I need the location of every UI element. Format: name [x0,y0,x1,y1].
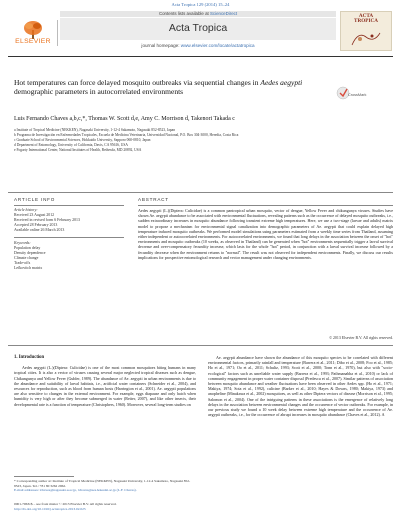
keyword-item: Population delay [14,246,41,250]
article-info-divider [14,205,124,206]
affiliation-item: b Programa de Investigación en Enfermedades Tropicales, Escuela de Medicina Veterinaria, Universidad Nacional, P.O. Box 304-3000, Heredia, Costa Rica [14,132,239,137]
abstract-heading: ABSTRACT [138,197,169,202]
corresponding-author-note: * Corresponding author at: Institute of Tropical Medicine (NEKKEN), Nagasaki University, 1-12-4 Sakamoto, Nagasaki 852-8523, Japan. Tel.: +81 80 3262 2962. [14,479,191,488]
affiliations [14,128,384,153]
keyword-item: Lefkovitch matrix [14,266,43,270]
journal-title: Acta Tropica [168,22,228,34]
cover-title-line2: TROPICA [354,18,378,25]
history-item: Received in revised form 6 February 2013 [14,218,80,222]
keyword-item: Trade-offs [14,261,31,265]
introduction-paragraph-cont: Ae. aegypti abundance have shown the abundance of this mosquito species to be correlated with different environmental factors, primarily rainfall and temperature (Barrera et al., 2011; Dibo et al., 2008; Foo et al., 1985; Ho et al., 1971; Oo et al., 2011; Schultz, 1993; Scott et al., 2000; Tonn et al., 1970), but also with "socio-ecological" factors such as unreliable water supply (Barrera et al., 1993; Pathmanabha et al., 2010) or lack of community engagement in proper water container disposal (Predescu et al., 2007). Similar patterns of association between mosquito abundance and weather fluctuations have been observed in other Aedes spp. (Ho et al., 1971; Makiya, 1974; Sota et al., 1992), culicine (Barker et al., 2010; Hayes & Downs, 1980; Makiya, 1973) and anopheline (Minakawa et al., 2002) mosquitoes, as well as other Diptera vectors of disease (Morrison et al., 1995; Salomon et al., 2004). One of the intriguing patterns in these associations is the emergence of relatively long delays in the association between environmental changes and the occurrence of vector outbreaks. For example, in our previous study we found a 10 week delay between extreme high temperature and the occurrence of Ae. aegypti outbreaks, i.e., for the occurrence of abrupt increases in mosquito abundance (Chaves et al., 2012). A [208,355,393,418]
email-addresses[interactable]: E-mail addresses: lchaves@nagasaki-u.ac.jp, lchaves@ees.hokudai.ac.jp (L.F. Chaves). [14,488,137,492]
keywords-label: Keywords: [14,241,31,245]
cover-title-line1: ACTA [358,13,374,19]
history-item: Available online 26 March 2013 [14,228,65,232]
footnote-rule [14,476,74,477]
article-title [14,78,314,96]
journal-home-prefix: journal homepage: [141,43,180,48]
section-divider [8,192,393,193]
contents-bar [60,11,336,17]
keywords [14,241,124,271]
history-label: Article history: [14,208,38,212]
abstract-divider [138,205,393,206]
header-rule [8,56,393,57]
body-column-right [208,355,393,417]
keyword-item: Climate change [14,256,39,260]
elsevier-wordmark: ELSEVIER [15,38,51,45]
keyword-item: Density dependence [14,251,46,255]
contents-prefix: Contents lists available at [158,11,209,16]
title-part1: Hot temperatures can force delayed mosquito outbreaks via sequential changes in [14,78,261,87]
affiliation-item: d Department of Entomology, University of California, Davis, CA 95616, USA [14,142,128,147]
abstract-text: Aedes aegypti (L.)(Diptera: Culicidae) is a common pantropical urban mosquito, vector of dengue, Yellow Fever and chikungunya viruses. Studies have shown Ae. aegypti abundance to be associated with environmental fluctuations, revealing patterns such as the occurrence of delayed mosquito outbreaks, i.e., sudden extraordinary increases in mosquito abundance following transient extreme high temperatures. Here, we use a two-stage (larvae and adults) matrix model to propose a mechanism for environmental signal canalization into demographic parameters of Ae. aegypti that could explain delayed high temperature induced mosquito outbreaks. We performed model simulations using parameters estimated from a weekly time series from Thailand, assuming either independent or autocorrelated environments. For autocorrelated environments, we found that long delays in the association between the onset of "hot" environments and mosquito outbreaks (10 weeks, as observed in Thailand) can be generated when "hot" environments sequentially trigger a larval survival decrease and over-compensatory fecundity increase, which lasts for the whole "hot" period, in conjunction with a larval survival increase followed by a fecundity decrease when the environment returns to "normal". The result was not observed for independent environments. Finally, we discuss our results implications for prospective entomological research and vector management under changing environments. [138,208,393,260]
history-item: Accepted 28 February 2013 [14,223,58,227]
affiliation-item: a Institute of Tropical Medicine (NEKKEN), Nagasaki University, 1-12-4 Sakamoto, Nagasaki 852-8523, Japan [14,128,176,132]
affiliation-item: c Graduate School of Environmental Sciences, Hokkaido University, Sapporo 060-0810, Japan [14,137,151,142]
crossmark-label[interactable]: CrossMark [348,93,367,97]
history-item: Received 23 August 2012 [14,213,55,217]
affiliation-item: e Fogarty International Center, National Institutes of Health, Bethesda, MD 20892, USA [14,147,142,152]
article-info-heading: ARTICLE INFO [14,197,56,202]
title-species: Aedes aegypti [260,78,303,87]
footnotes [14,479,196,493]
sciencedirect-link[interactable]: ScienceDirect [209,11,238,16]
elsevier-tree-icon [22,20,44,40]
cover-art-icon [350,27,382,47]
keywords-divider [14,237,124,238]
journal-citation[interactable]: Acta Tropica 129 (2014) 15–24 [171,2,230,7]
body-divider [8,345,393,346]
journal-home-url[interactable]: www.elsevier.com/locate/actatropica [180,43,255,48]
article-history [14,208,124,233]
title-part2: demographic parameters in autocorrelated environments [14,87,184,96]
cover-title [342,14,390,25]
introduction-paragraph: Aedes aegypti (L.)(Diptera: Culicidae) is one of the most common mosquitoes biting humans in many tropical cities. It is also a vector of viruses causing several major neglected tropical diseases such as dengue, Chikungunya and Yellow Fever (Gubler, 1989). The abundance of Ae. aegypti in urban environments is due to the abundance and suitability of larval habitats, i.e., artificial water containers (Schneider et al., 2004), and resources for reproduction, such as blood from human hosts (Harrington et al., 2001). Ae. aegypti populations are also sensitive to changes in the external environment. For example, eggs diapause and only hatch when humidity is very high or after they become submerged in water (Reiter, 2007), and like other insects, their developmental rate is a function of temperature (Christophers, 1960). Moreover, several long-term studies on [14,365,196,407]
issn-line: 0001-706X/$ – see front matter © 2013 Elsevier B.V. All rights reserved. [14,502,117,506]
copyright-notice: © 2013 Elsevier B.V. All rights reserved. [329,336,393,340]
author-list: Luis Fernando Chaves a,b,c,*, Thomas W. Scott d,e, Amy C. Morrison d, Takenori Takada c [14,116,235,122]
publisher-logo [8,20,58,46]
doi-link[interactable]: http://dx.doi.org/10.1016/j.actatropica.2013.02.025 [14,506,86,511]
body-column-left [14,355,196,407]
journal-homepage [60,43,336,48]
bottom-meta [14,502,196,511]
introduction-heading: 1. Introduction [14,355,45,360]
